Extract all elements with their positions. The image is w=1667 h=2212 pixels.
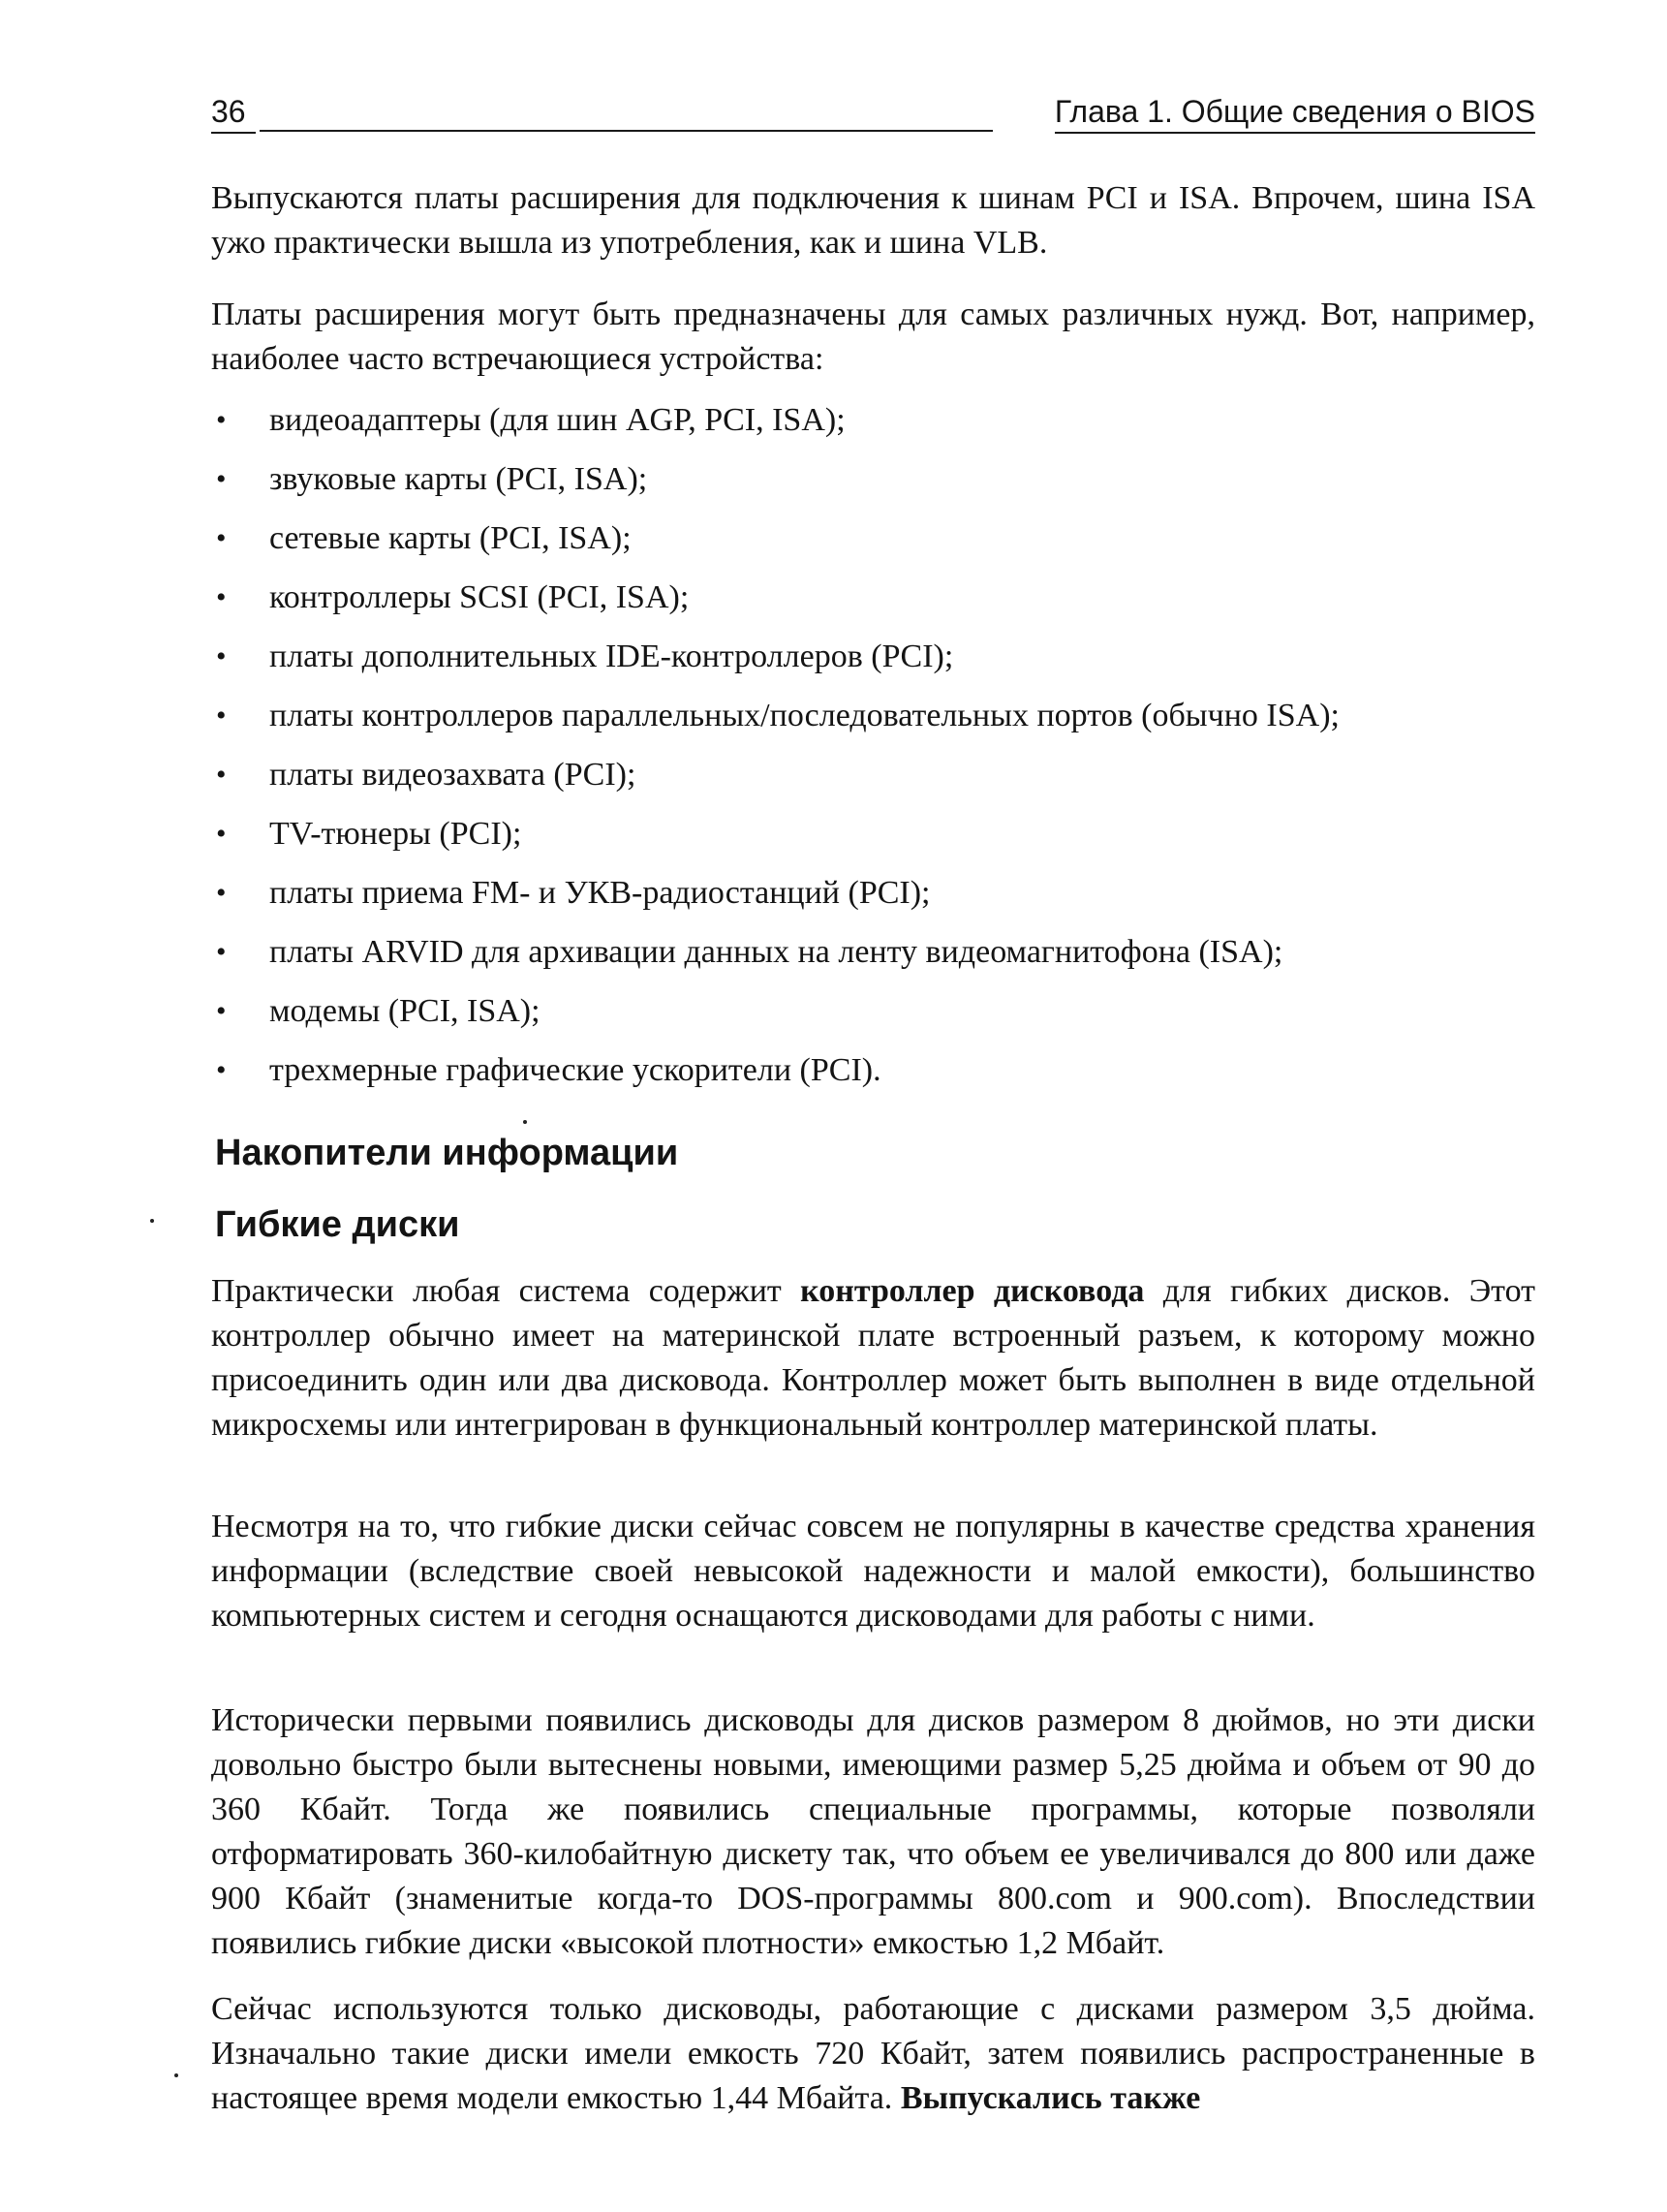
list-item: • TV-тюнеры (PCI); <box>211 812 1535 871</box>
scan-speck <box>150 1219 154 1223</box>
bold-term: контроллер дисковода <box>800 1273 1145 1309</box>
header-rule <box>260 130 993 132</box>
list-item: • модемы (PCI, ISA); <box>211 989 1535 1048</box>
bullet-icon: • <box>216 1054 227 1086</box>
bullet-icon: • <box>216 818 227 850</box>
floppy-paragraph-3: Исторически первыми появились дисководы для дисков размером 8 дюймов, но эти диски довольно быстро были вытеснены новыми, имеющими размер 5,25 дюйма и объем от 90 до 360 Кбайт. Тогда же появились специальные программы, которые позволяли отформатировать 360-килобайтную дискету так, что объем ее увеличивался до 800 или даже 900 Кбайт (знаменитые когда-то DOS-программы 800.com и 900.com). Впоследствии появились гибкие диски «высокой плотности» емкостью 1,2 Мбайт. <box>211 1702 1535 1961</box>
floppy-paragraph-2: Несмотря на то, что гибкие диски сейчас совсем не популярны в качестве средства хранения информации (вследствие своей невысокой надежности и малой емкости), большинство компьютерных систем и сегодня оснащаются дисководами для работы с ними. <box>211 1509 1535 1634</box>
section-heading: Накопители информации <box>215 1133 679 1173</box>
bullet-icon: • <box>216 936 227 968</box>
bullet-icon: • <box>216 995 227 1027</box>
bullet-icon: • <box>216 522 227 554</box>
intro-paragraph-2: Платы расширения могут быть предназначены для самых различных нужд. Вот, например, наиболее часто встречающиеся устройства: <box>211 296 1535 377</box>
bullet-icon: • <box>216 404 227 436</box>
bullet-icon: • <box>216 463 227 495</box>
intro-paragraph-1: Выпускаются платы расширения для подключения к шинам PCI и ISA. Впрочем, шина ISA ужо практически вышла из употребления, как и шина VLB. <box>211 180 1535 261</box>
page-number: 36 <box>211 91 256 134</box>
floppy-paragraph-1: Практически любая система содержит контроллер дисковода для гибких дисков. Этот контроллер обычно имеет на материнской плате встроенный разъем, к которому можно присоединить один или два дисковода. Контроллер может быть выполнен в виде отдельной микросхемы или интегрирован в функциональный контроллер материнской платы. <box>211 1273 1536 1443</box>
floppy-paragraph-4: Сейчас используются только дисководы, работающие с дисками размером 3,5 дюйма. Изначально такие диски имели емкость 720 Кбайт, затем появились распространенные в настоящее время модели емкостью 1,44 Мбайта. Выпускались также <box>211 1991 1535 2116</box>
list-item: • сетевые карты (PCI, ISA); <box>211 516 1535 576</box>
scan-speck <box>174 2073 178 2077</box>
expansion-card-list <box>211 398 1535 1107</box>
list-item: • платы дополнительных IDE-контроллеров (PCI); <box>211 635 1535 694</box>
bold-term: Выпускались также <box>900 2080 1201 2116</box>
subsection-heading: Гибкие диски <box>215 1204 460 1245</box>
bullet-icon: • <box>216 877 227 909</box>
list-item: • платы видеозахвата (PCI); <box>211 753 1535 812</box>
list-item: • платы контроллеров параллельных/последовательных портов (обычно ISA); <box>211 694 1535 753</box>
page-header <box>211 91 1535 132</box>
bullet-icon: • <box>216 640 227 672</box>
bullet-icon: • <box>216 581 227 613</box>
scan-speck <box>523 1120 527 1124</box>
list-item: • контроллеры SCSI (PCI, ISA); <box>211 576 1535 635</box>
list-item: • платы приема FM- и УКВ-радиостанций (PCI); <box>211 871 1535 930</box>
list-item: • платы ARVID для архивации данных на ленту видеомагнитофона (ISA); <box>211 930 1535 989</box>
list-item: • звуковые карты (PCI, ISA); <box>211 457 1535 516</box>
list-item: • трехмерные графические ускорители (PCI). <box>211 1048 1535 1107</box>
chapter-title: Глава 1. Общие сведения о BIOS <box>1055 91 1535 134</box>
bullet-icon: • <box>216 700 227 732</box>
list-item: • видеоадаптеры (для шин AGP, PCI, ISA); <box>211 398 1535 457</box>
bullet-icon: • <box>216 759 227 791</box>
